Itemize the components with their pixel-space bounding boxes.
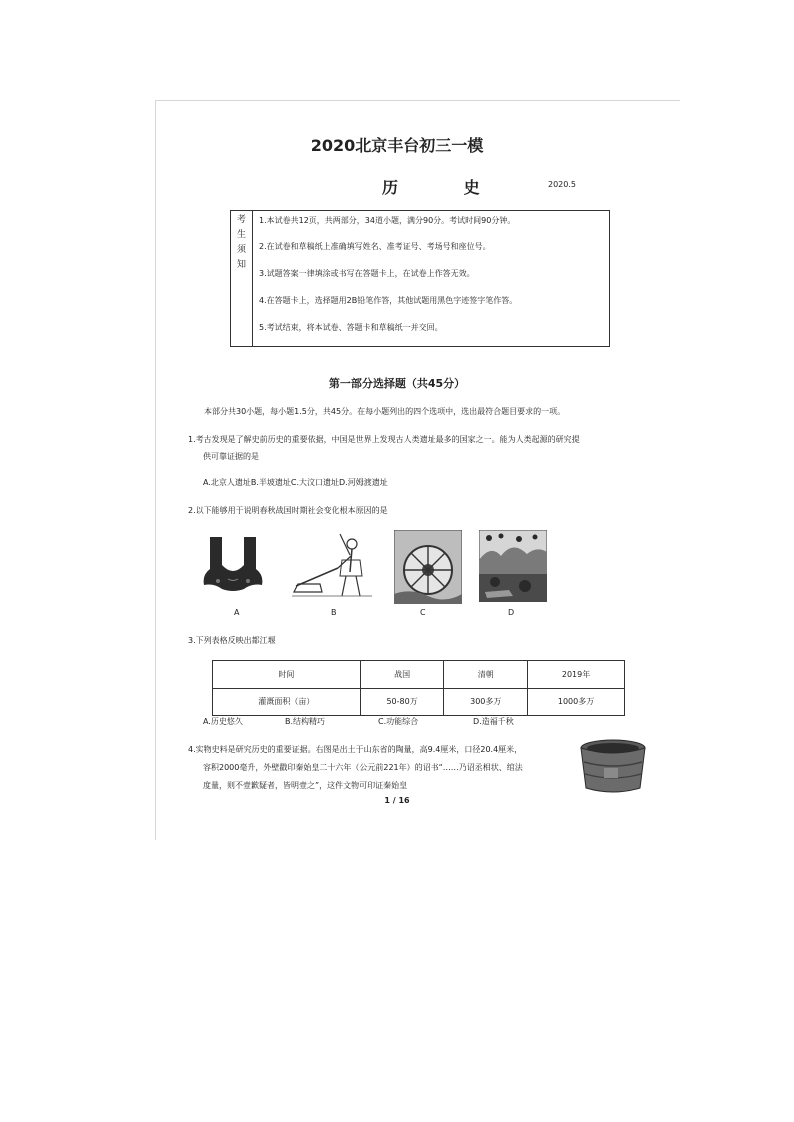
option-b-caption: B <box>331 608 337 617</box>
notice-label: 考 生 须 知 <box>231 211 253 346</box>
table-cell: 300多万 <box>444 688 528 716</box>
question-4-line3: 度量，则不壹歉疑者，皆明壹之”，这件文物可印证秦始皇 <box>203 781 408 790</box>
exam-title: 2020北京丰台初三一模 <box>310 136 484 155</box>
question-1-line1: 1.考古发现是了解史前历史的重要依据，中国是世界上发现古人类遗址最多的国家之一。能为人类起源的研究提 <box>188 435 580 444</box>
question-1-options: A.北京人遗址B.半坡遗址C.大汶口遗址D.河姆渡遗址 <box>203 478 388 487</box>
page-frame-left <box>155 100 156 840</box>
irrigation-table <box>212 660 625 716</box>
section-intro: 本部分共30小题，每小题1.5分，共45分。在每小题列出的四个选项中，选出最符合题目要求的一项。 <box>204 407 566 416</box>
question-3-option-a: A.历史悠久 <box>203 717 243 726</box>
question-3-option-d: D.造福千秋 <box>473 717 514 726</box>
table-header-cell: 时间 <box>213 661 361 689</box>
table-row <box>213 688 625 716</box>
pottery-measure-image <box>578 738 648 796</box>
question-3-option-c: C.功能综合 <box>378 717 419 726</box>
question-1-line2: 供可靠证据的是 <box>203 452 259 461</box>
question-4-line2: 容积2000毫升，外壁戳印秦始皇二十六年（公元前221年）的诏书“……乃诏丞相状、绾法 <box>203 763 523 772</box>
notice-item: 4.在答题卡上，选择题用2B铅笔作答，其他试题用黑色字迹签字笔作答。 <box>259 296 518 305</box>
option-c-caption: C <box>420 608 426 617</box>
table-header-cell: 战国 <box>360 661 444 689</box>
section-title: 第一部分选择题（共45分） <box>328 377 466 390</box>
question-2-stem: 2.以下能够用于说明春秋战国时期社会变化根本原因的是 <box>188 506 388 515</box>
exam-date: 2020.5 <box>548 180 576 189</box>
notice-item: 2.在试卷和草稿纸上准确填写姓名、准考证号、考场号和座位号。 <box>259 242 491 251</box>
exam-notice-box <box>230 210 610 347</box>
bronze-spade-image <box>198 535 268 595</box>
option-a-caption: A <box>234 608 240 617</box>
page-number: 1 / 16 <box>384 796 410 805</box>
subject-title: 历 史 <box>382 178 510 197</box>
landscape-painting-image <box>479 530 547 602</box>
notice-item: 5.考试结束，将本试卷、答题卡和草稿纸一并交回。 <box>259 323 443 332</box>
table-cell: 1000多万 <box>528 688 625 716</box>
table-cell: 50-80万 <box>360 688 444 716</box>
table-header-cell: 2019年 <box>528 661 625 689</box>
table-header-cell: 清朝 <box>444 661 528 689</box>
page-frame-top <box>155 100 680 101</box>
question-3-option-b: B.结构精巧 <box>285 717 326 726</box>
water-wheel-image <box>394 530 462 604</box>
question-3-stem: 3.下列表格反映出都江堰 <box>188 636 276 645</box>
notice-item: 1.本试卷共12页，共两部分，34道小题，满分90分。考试时间90分钟。 <box>259 216 516 225</box>
plough-farmer-image <box>290 530 375 602</box>
question-4-line1: 4.实物史料是研究历史的重要证据。右图是出土于山东省的陶量，高9.4厘米，口径20.4厘米， <box>188 745 523 754</box>
table-row-label: 灌溉面积（亩） <box>213 688 361 716</box>
table-row <box>213 661 625 689</box>
notice-item: 3.试题答案一律填涂或书写在答题卡上，在试卷上作答无效。 <box>259 269 475 278</box>
option-d-caption: D <box>508 608 515 617</box>
